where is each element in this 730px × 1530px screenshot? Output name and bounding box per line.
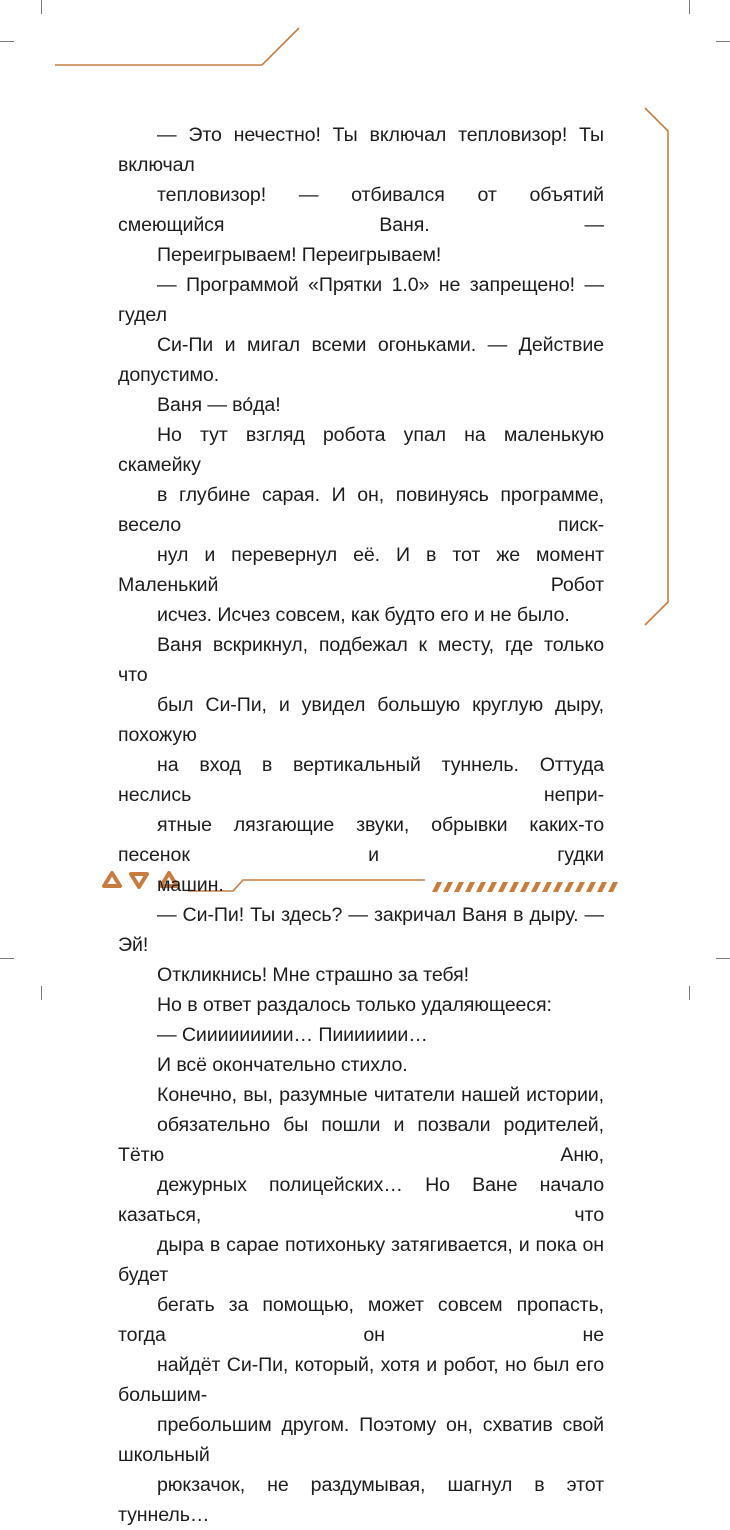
text-line: И всё окончательно стихло. [157, 1054, 408, 1076]
text-line: тепловизор! — отбивался от объятий смеющийся Ваня. — [118, 184, 604, 236]
text-line: Но тут взгляд робота упал на маленькую скамейку [118, 424, 604, 476]
text-line: Откликнись! Мне страшно за тебя! [157, 964, 469, 986]
story-paragraph [118, 1050, 604, 1080]
text-line: найдёт Си-Пи, который, хотя и робот, но был его большим- [118, 1354, 604, 1406]
text-line: дежурных полицейских… Но Ване начало казаться, что [118, 1174, 604, 1226]
crop-mark-top-right [689, 0, 690, 14]
text-line: исчез. Исчез совсем, как будто его и не было. [157, 604, 570, 626]
story-paragraph [118, 1020, 604, 1050]
text-line: пребольшим другом. Поэтому он, схватив свой школьный [118, 1414, 604, 1466]
text-line: на вход в вертикальный туннель. Оттуда неслись непри- [118, 754, 604, 806]
text-line: Конечно, вы, разумные читатели нашей истории, [157, 1084, 604, 1106]
story-paragraph [118, 270, 604, 420]
crop-mark-bottom-right-h [716, 958, 730, 959]
story-paragraph [118, 900, 604, 990]
right-bracket-line [645, 108, 668, 625]
text-line: нул и перевернул её. И в тот же момент Маленький Робот [118, 544, 604, 596]
text-line: обязательно бы пошли и позвали родителей, Тётю Аню, [118, 1114, 604, 1166]
text-line: был Си-Пи, и увидел большую круглую дыру, похожую [118, 694, 604, 746]
story-text [118, 120, 604, 1530]
story-paragraph [118, 1080, 604, 1530]
text-line: — Сиииииииии… Пиииииии… [157, 1024, 428, 1046]
crop-mark-bottom-left-h [0, 958, 14, 959]
text-line: в глубине сарая. И он, повинуясь программе, весело писк- [118, 484, 604, 536]
text-line: Си-Пи и мигал всеми огоньками. — Действие допустимо. [118, 334, 604, 386]
text-line: — Это нечестно! Ты включал тепловизор! Ты включал [118, 124, 604, 176]
text-line: рюкзачок, не раздумывая, шагнул в этот туннель… [118, 1474, 604, 1526]
text-line: — Программой «Прятки 1.0» не запрещено! — гудел [118, 274, 604, 326]
crop-mark-top-right-h [716, 41, 730, 42]
top-bracket-line [55, 28, 299, 65]
crop-mark-top-left-h [0, 41, 14, 42]
story-paragraph [118, 420, 604, 630]
story-paragraph [118, 630, 604, 900]
story-paragraph [118, 120, 604, 270]
story-paragraph [118, 990, 604, 1020]
text-line: машин. [157, 874, 224, 896]
text-line: — Си-Пи! Ты здесь? — закричал Ваня в дыру. — Эй! [118, 904, 604, 956]
crop-mark-bottom-right [689, 986, 690, 1000]
crop-mark-bottom-left [41, 986, 42, 1000]
crop-mark-top-left [41, 0, 42, 14]
text-line: Ваня — во́да! [157, 394, 281, 416]
text-line: Но в ответ раздалось только удаляющееся: [157, 994, 552, 1016]
text-line: ятные лязгающие звуки, обрывки каких-то песенок и гудки [118, 814, 604, 866]
text-line: Ваня вскрикнул, подбежал к месту, где только что [118, 634, 604, 686]
text-line: Переигрываем! Переигрываем! [157, 244, 442, 266]
text-line: бегать за помощью, может совсем пропасть, тогда он не [118, 1294, 604, 1346]
text-line: дыра в сарае потихоньку затягивается, и пока он будет [118, 1234, 604, 1286]
